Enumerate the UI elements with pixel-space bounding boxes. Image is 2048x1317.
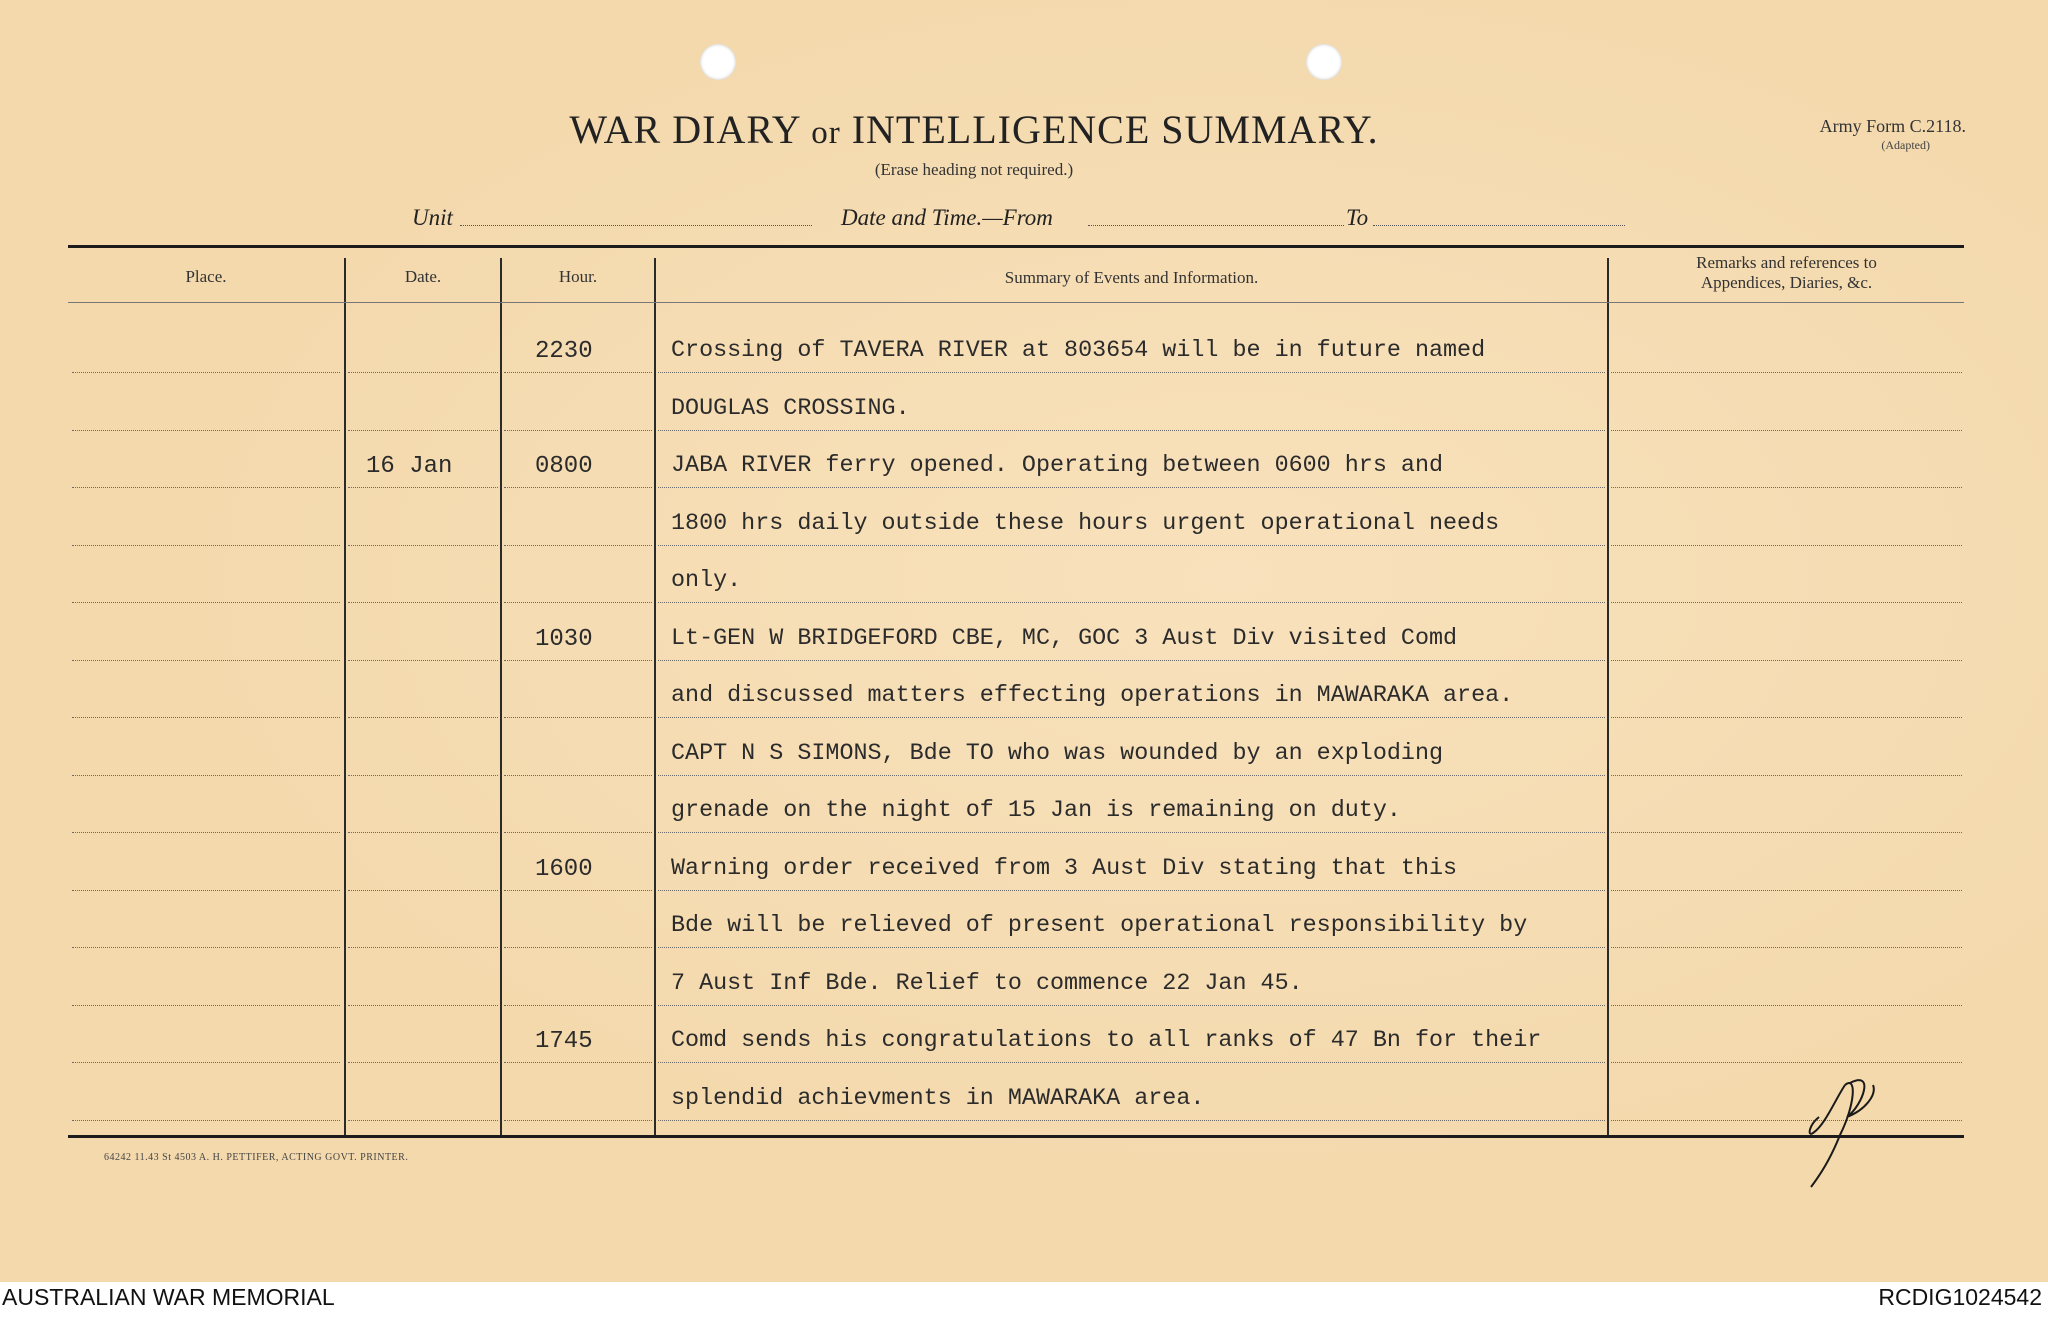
ruled-line (1611, 660, 1962, 661)
ruled-line (348, 1120, 498, 1121)
ruled-line (72, 1005, 340, 1006)
entry-summary-line: 7 Aust Inf Bde. Relief to commence 22 Jan 45. (671, 970, 1303, 997)
erase-note: (Erase heading not required.) (874, 160, 1074, 179)
column-header-hour: Hour. (558, 267, 598, 286)
ruled-line (72, 717, 340, 718)
remarks-header-line2: Appendices, Diaries, &c. (1700, 273, 1873, 292)
ruled-line (348, 890, 498, 891)
ruled-line (72, 430, 340, 431)
ruled-line (1611, 717, 1962, 718)
to-label: To (1346, 205, 1369, 230)
entry-summary-line: grenade on the night of 15 Jan is remaining on duty. (671, 798, 1401, 824)
ruled-line (1611, 602, 1962, 603)
entry-summary-line: splendid achievments in MAWARAKA area. (671, 1085, 1205, 1112)
ruled-line (504, 1005, 652, 1006)
ruled-line (504, 372, 652, 373)
form-title-or: or (811, 115, 841, 151)
ruled-line (658, 602, 1605, 603)
form-title-part2: INTELLIGENCE SUMMARY. (851, 107, 1379, 152)
ruled-line (658, 1120, 1605, 1121)
ruled-line (504, 660, 652, 661)
ruled-line (72, 947, 340, 948)
table-top-rule (68, 245, 1964, 248)
ruled-line (72, 890, 340, 891)
ruled-line (504, 947, 652, 948)
entry-summary-line: JABA RIVER ferry opened. Operating between 0600 hrs and (671, 453, 1444, 479)
entry-summary-line: Comd sends his congratulations to all ranks of 47 Bn for their (671, 1028, 1542, 1054)
ruled-line (1611, 1005, 1962, 1006)
ruled-line (658, 775, 1605, 776)
footer-archive-name: AUSTRALIAN WAR MEMORIAL (2, 1284, 335, 1310)
ruled-line (72, 487, 340, 488)
entry-summary-line: Crossing of TAVERA RIVER at 803654 will be in future named (671, 338, 1486, 364)
ruled-line (1611, 487, 1962, 488)
column-header-remarks (1609, 253, 1964, 293)
footer-record-id: RCDIG1024542 (1878, 1284, 2042, 1310)
ruled-line (348, 832, 498, 833)
ruled-line (504, 1062, 652, 1063)
ruled-line (1611, 832, 1962, 833)
ruled-line (658, 487, 1605, 488)
entry-hour: 0800 (535, 453, 593, 480)
column-header-summary: Summary of Events and Information. (1004, 268, 1259, 287)
form-title (0, 106, 1998, 153)
ruled-line (348, 660, 498, 661)
ruled-line (658, 1005, 1605, 1006)
column-divider-summary (1607, 258, 1609, 1135)
column-divider-hour (654, 258, 656, 1135)
ruled-line (348, 487, 498, 488)
ruled-line (658, 660, 1605, 661)
ruled-line (72, 1062, 340, 1063)
entry-summary-line: 1800 hrs daily outside these hours urgent operational needs (671, 510, 1500, 537)
ruled-line (348, 602, 498, 603)
entry-hour: 2230 (535, 338, 593, 365)
entry-summary-line: CAPT N S SIMONS, Bde TO who was wounded by an exploding (671, 740, 1444, 767)
ruled-line (658, 717, 1605, 718)
ruled-line (348, 1005, 498, 1006)
ruled-line (72, 1120, 340, 1121)
ruled-line (504, 717, 652, 718)
ruled-line (72, 775, 340, 776)
ruled-line (72, 372, 340, 373)
ruled-line (72, 602, 340, 603)
ruled-line (1611, 775, 1962, 776)
ruled-line (348, 717, 498, 718)
ruled-line (504, 832, 652, 833)
ruled-line (348, 430, 498, 431)
entry-summary-line: and discussed matters effecting operations in MAWARAKA area. (671, 683, 1514, 709)
date-time-label: Date and Time.—From (841, 205, 1053, 230)
ruled-line (658, 430, 1605, 431)
entry-hour: 1745 (535, 1028, 593, 1055)
unit-label: Unit (412, 205, 453, 230)
form-title-part1: WAR DIARY (569, 107, 801, 152)
army-form-sub: (Adapted) (1881, 138, 1930, 152)
ruled-line (658, 832, 1605, 833)
ruled-line (348, 1062, 498, 1063)
date-to-field (1373, 225, 1625, 226)
ruled-line (658, 890, 1605, 891)
remarks-header-line1: Remarks and references to (1696, 253, 1877, 272)
ruled-line (504, 1120, 652, 1121)
unit-field (460, 225, 812, 226)
ruled-line (504, 545, 652, 546)
printer-imprint: 64242 11.43 St 4503 A. H. PETTIFER, ACTING GOVT. PRINTER. (104, 1152, 409, 1163)
ruled-line (504, 487, 652, 488)
ruled-line (72, 545, 340, 546)
ruled-line (658, 545, 1605, 546)
ruled-line (1611, 890, 1962, 891)
ruled-line (1611, 372, 1962, 373)
date-from-field (1088, 225, 1344, 226)
ruled-line (504, 430, 652, 431)
ruled-line (1611, 947, 1962, 948)
ruled-line (348, 775, 498, 776)
ruled-line (504, 602, 652, 603)
column-divider-date (500, 258, 502, 1135)
ruled-line (348, 545, 498, 546)
ruled-line (658, 947, 1605, 948)
column-header-place: Place. (185, 267, 227, 286)
ruled-line (504, 890, 652, 891)
punch-hole-right (1306, 44, 1342, 80)
ruled-line (348, 372, 498, 373)
header-underline (68, 302, 1964, 303)
entry-summary-line: DOUGLAS CROSSING. (671, 395, 910, 422)
column-header-date: Date. (404, 267, 442, 286)
entry-summary-line: Warning order received from 3 Aust Div stating that this (671, 855, 1458, 882)
entry-summary-line: Bde will be relieved of present operational responsibility by (671, 913, 1528, 939)
ruled-line (72, 832, 340, 833)
initials-signature (1805, 1065, 1925, 1195)
punch-hole-left (700, 44, 736, 80)
entry-hour: 1600 (535, 855, 593, 883)
ruled-line (658, 1062, 1605, 1063)
ruled-line (72, 660, 340, 661)
entry-summary-line: only. (671, 568, 742, 594)
ruled-line (1611, 545, 1962, 546)
entry-hour: 1030 (535, 625, 593, 653)
ruled-line (658, 372, 1605, 373)
ruled-line (504, 775, 652, 776)
ruled-line (1611, 430, 1962, 431)
entry-date: 16 Jan (366, 453, 453, 480)
army-form-number: Army Form C.2118. (1819, 116, 1966, 136)
ruled-line (348, 947, 498, 948)
table-bottom-rule (68, 1135, 1964, 1138)
column-divider-place (344, 258, 346, 1135)
ruled-line (1611, 1062, 1962, 1063)
entry-summary-line: Lt-GEN W BRIDGEFORD CBE, MC, GOC 3 Aust Div visited Comd (671, 625, 1458, 652)
